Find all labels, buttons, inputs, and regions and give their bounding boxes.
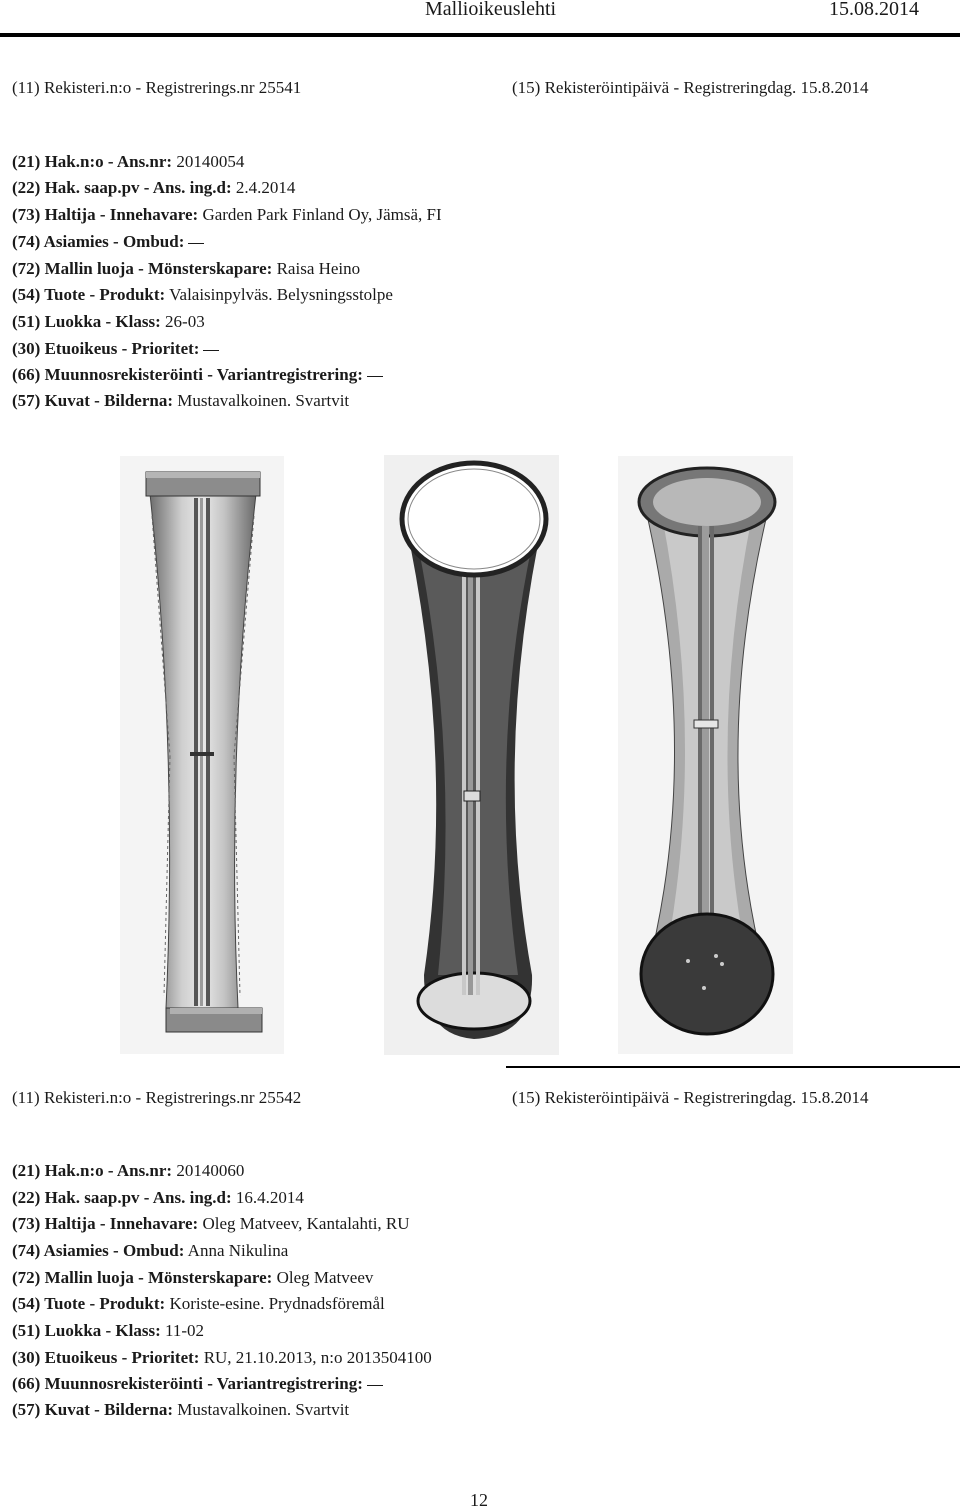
field-agent <box>12 232 204 252</box>
lamp-post-bottom-perspective <box>618 456 793 1054</box>
field-value: Mustavalkoinen. Svartvit <box>173 1400 350 1419</box>
registration-date: (15) Rekisteröintipäivä - Registreringdag. 15.8.2014 <box>512 78 869 97</box>
empty-dash <box>203 350 219 351</box>
field-holder <box>12 205 442 225</box>
field-designer <box>12 259 360 279</box>
field-label: (72) Mallin luoja - Mönsterskapare: <box>12 259 273 278</box>
field-value: Garden Park Finland Oy, Jämsä, FI <box>198 205 442 224</box>
field-value: 11-02 <box>160 1321 205 1340</box>
field-priority <box>12 1348 432 1368</box>
page-number: 12 <box>470 1490 488 1510</box>
field-product <box>12 285 393 305</box>
field-label: (57) Kuvat - Bilderna: <box>12 391 174 410</box>
field-label: (30) Etuoikeus - Prioritet: <box>12 1348 200 1367</box>
field-value: 20140054 <box>172 152 245 171</box>
field-agent <box>12 1241 288 1261</box>
field-designer <box>12 1268 373 1288</box>
field-label: (74) Asiamies - Ombud: <box>12 232 185 251</box>
field-class <box>12 1321 204 1341</box>
field-value: Anna Nikulina <box>184 1241 289 1260</box>
empty-dash <box>188 243 204 244</box>
publication-date: 15.08.2014 <box>829 0 919 20</box>
field-value: 20140060 <box>172 1161 245 1180</box>
field-label: (66) Muunnosrekisteröinti - Variantregistrering: <box>12 1374 363 1393</box>
field-value: RU, 21.10.2013, n:o 2013504100 <box>199 1348 432 1367</box>
field-value: Valaisinpylväs. Belysningsstolpe <box>165 285 393 304</box>
header-rule <box>0 33 960 37</box>
field-images <box>12 1400 349 1420</box>
field-application-number <box>12 152 244 172</box>
registration-date: (15) Rekisteröintipäivä - Registreringdag. 15.8.2014 <box>512 1088 869 1107</box>
field-label: (74) Asiamies - Ombud: <box>12 1241 185 1260</box>
registration-number: (11) Rekisteri.n:o - Registrerings.nr 25542 <box>12 1088 302 1107</box>
lamp-post-top-perspective <box>384 455 559 1055</box>
field-label: (22) Hak. saap.pv - Ans. ing.d: <box>12 178 232 197</box>
field-filing-date <box>12 178 295 198</box>
field-variant-registration <box>12 1374 383 1394</box>
field-label: (66) Muunnosrekisteröinti - Variantregistrering: <box>12 365 363 384</box>
field-value: 26-03 <box>160 312 205 331</box>
field-value: Oleg Matveev <box>272 1268 374 1287</box>
field-label: (57) Kuvat - Bilderna: <box>12 1400 174 1419</box>
lamp-post-side-view <box>120 456 284 1054</box>
field-label: (21) Hak.n:o - Ans.nr: <box>12 152 173 171</box>
field-application-number <box>12 1161 244 1181</box>
empty-dash <box>367 376 383 377</box>
field-value: Koriste-esine. Prydnadsföremål <box>165 1294 385 1313</box>
field-images <box>12 391 349 411</box>
field-label: (73) Haltija - Innehavare: <box>12 1214 199 1233</box>
field-label: (54) Tuote - Produkt: <box>12 285 166 304</box>
field-label: (30) Etuoikeus - Prioritet: <box>12 339 200 358</box>
field-label: (21) Hak.n:o - Ans.nr: <box>12 1161 173 1180</box>
empty-dash <box>367 1385 383 1386</box>
field-label: (72) Mallin luoja - Mönsterskapare: <box>12 1268 273 1287</box>
field-value: 16.4.2014 <box>231 1188 304 1207</box>
section-rule <box>506 1066 960 1068</box>
field-product <box>12 1294 385 1314</box>
field-value: Oleg Matveev, Kantalahti, RU <box>198 1214 410 1233</box>
field-variant-registration <box>12 365 383 385</box>
field-value: Mustavalkoinen. Svartvit <box>173 391 350 410</box>
field-label: (51) Luokka - Klass: <box>12 312 161 331</box>
field-filing-date <box>12 1188 304 1208</box>
field-label: (22) Hak. saap.pv - Ans. ing.d: <box>12 1188 232 1207</box>
field-label: (51) Luokka - Klass: <box>12 1321 161 1340</box>
field-value: 2.4.2014 <box>231 178 296 197</box>
field-priority <box>12 339 219 359</box>
publication-title: Mallioikeuslehti <box>425 0 557 20</box>
field-label: (73) Haltija - Innehavare: <box>12 205 199 224</box>
registration-number: (11) Rekisteri.n:o - Registrerings.nr 25541 <box>12 78 302 97</box>
field-label: (54) Tuote - Produkt: <box>12 1294 166 1313</box>
field-class <box>12 312 205 332</box>
field-value: Raisa Heino <box>272 259 361 278</box>
field-holder <box>12 1214 410 1234</box>
